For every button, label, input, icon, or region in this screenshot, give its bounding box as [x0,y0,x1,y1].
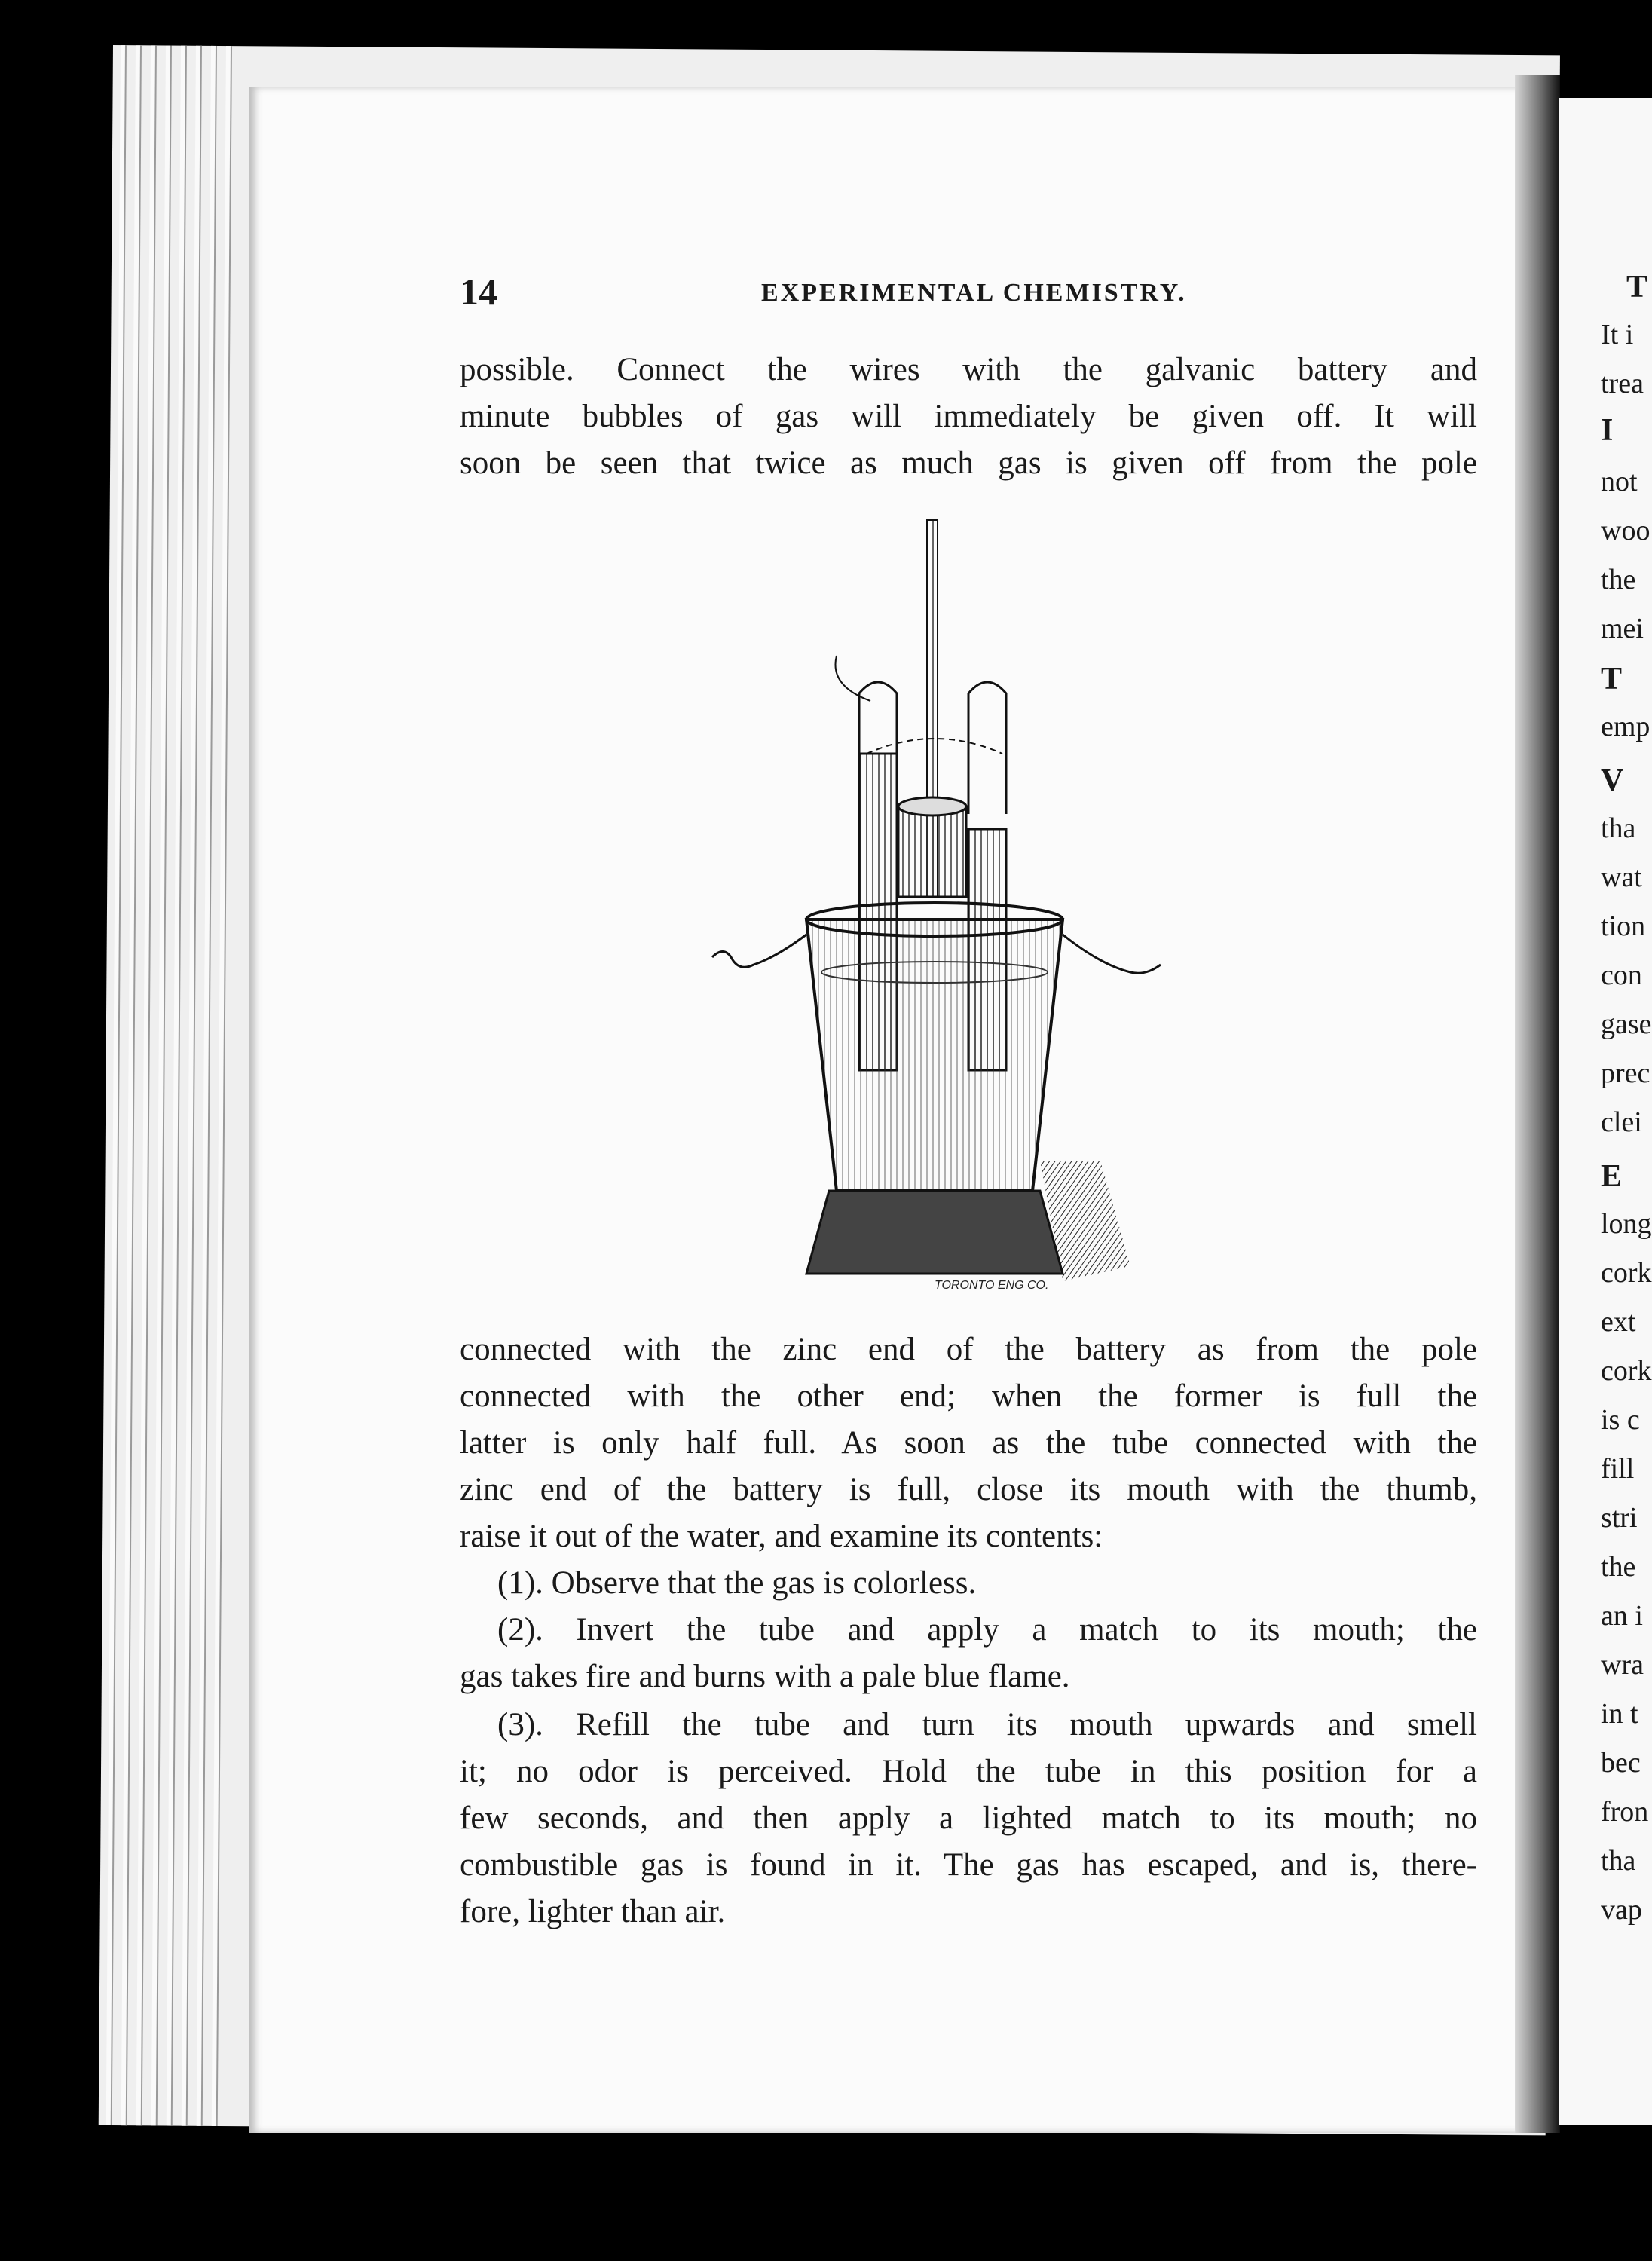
facing-page-text-fragment: I [1601,413,1614,448]
book-gutter [1515,75,1560,2133]
paragraph-top [460,347,1477,487]
facing-page-text-fragment: woo [1601,515,1650,546]
facing-page-text-fragment: in t [1601,1698,1638,1730]
page-header [460,270,1485,315]
facing-page-text-fragment: the [1601,564,1636,595]
facing-page-text-fragment: long [1601,1208,1652,1240]
text-line: (3). Refill the tube and turn its mouth upwards and smell [497,1707,1477,1742]
page-number: 14 [460,271,497,313]
item-2 [460,1607,1477,1700]
facing-page-text-fragment: E [1601,1159,1623,1194]
facing-page-text-fragment: It i [1601,319,1634,350]
text-line: gas takes fire and burns with a pale blue flame. [460,1659,1070,1694]
facing-page-text-fragment: trea [1601,368,1644,399]
facing-page-text-fragment: gase [1601,1008,1652,1040]
facing-page-text-fragment: not [1601,466,1638,497]
text-line: few seconds, and then apply a lighted match to its mouth; no [460,1801,1477,1836]
facing-page-text-fragment: prec [1601,1057,1650,1089]
facing-page-text-fragment: emp [1601,711,1650,742]
text-line: fore, lighter than air. [460,1894,726,1929]
facing-page-text-fragment: mei [1601,613,1644,644]
item-1 [460,1560,1477,1607]
glass-beaker [806,919,1063,1191]
facing-page-text-fragment: vap [1601,1894,1642,1926]
facing-page-text-fragment: bec [1601,1747,1641,1779]
facing-page-text-fragment: the [1601,1551,1636,1583]
text-line: soon be seen that twice as much gas is given off from the pole [460,445,1477,481]
facing-page-text-fragment: wat [1601,861,1642,893]
facing-page-text-fragment: cork [1601,1355,1652,1387]
facing-page-text-fragment: fron [1601,1796,1649,1828]
text-line: it; no odor is perceived. Hold the tube in this position for a [460,1754,1477,1789]
facing-page-text-fragment: V [1601,763,1624,798]
text-line: connected with the zinc end of the battery as from the pole [460,1332,1477,1367]
text-line: raise it out of the water, and examine its contents: [460,1519,1103,1554]
text-line: latter is only half full. As soon as the tube connected with the [460,1425,1477,1461]
text-line: connected with the other end; when the former is full the [460,1378,1477,1414]
facing-page-text-fragment: tion [1601,910,1646,942]
facing-page-text-fragment: an i [1601,1600,1643,1632]
facing-page-text-fragment: ext [1601,1306,1636,1338]
paragraph-bottom [460,1326,1477,1560]
facing-page-text-fragment: tha [1601,1845,1636,1877]
facing-page-text-fragment: clei [1601,1106,1642,1138]
left-wire [712,935,806,967]
text-line: minute bubbles of gas will immediately be given off. It will [460,399,1477,434]
running-head: EXPERIMENTAL CHEMISTRY. [761,279,1187,307]
text-line: (2). Invert the tube and apply a match to its mouth; the [497,1612,1477,1648]
stopper-cylinder [898,806,966,897]
facing-page-text-fragment: T [1601,662,1623,696]
text-line: possible. Connect the wires with the galvanic battery and [460,352,1477,387]
facing-page-text-fragment: con [1601,959,1642,991]
text-line: combustible gas is found in it. The gas has escaped, and is, there- [460,1847,1477,1883]
facing-page-text-fragment: stri [1601,1502,1638,1534]
text-line: zinc end of the battery is full, close its mouth with the thumb, [460,1472,1477,1507]
facing-page-fragment [1559,98,1652,2125]
facing-page-text-fragment: wra [1601,1649,1644,1681]
electrolysis-apparatus-illustration [708,512,1161,1296]
right-wire [1063,935,1161,973]
facing-page-text-fragment: T [1626,270,1648,304]
engraver-mark: TORONTO ENG CO. [935,1279,1049,1292]
beaker-base [806,1191,1063,1274]
facing-page-text-fragment: cork [1601,1257,1652,1289]
facing-page-text-fragment: fill [1601,1453,1635,1485]
text-line: (1). Observe that the gas is colorless. [497,1565,977,1601]
facing-page-text-fragment: is c [1601,1404,1640,1436]
item-3 [460,1702,1477,1935]
facing-page-text-fragment: tha [1601,812,1636,844]
